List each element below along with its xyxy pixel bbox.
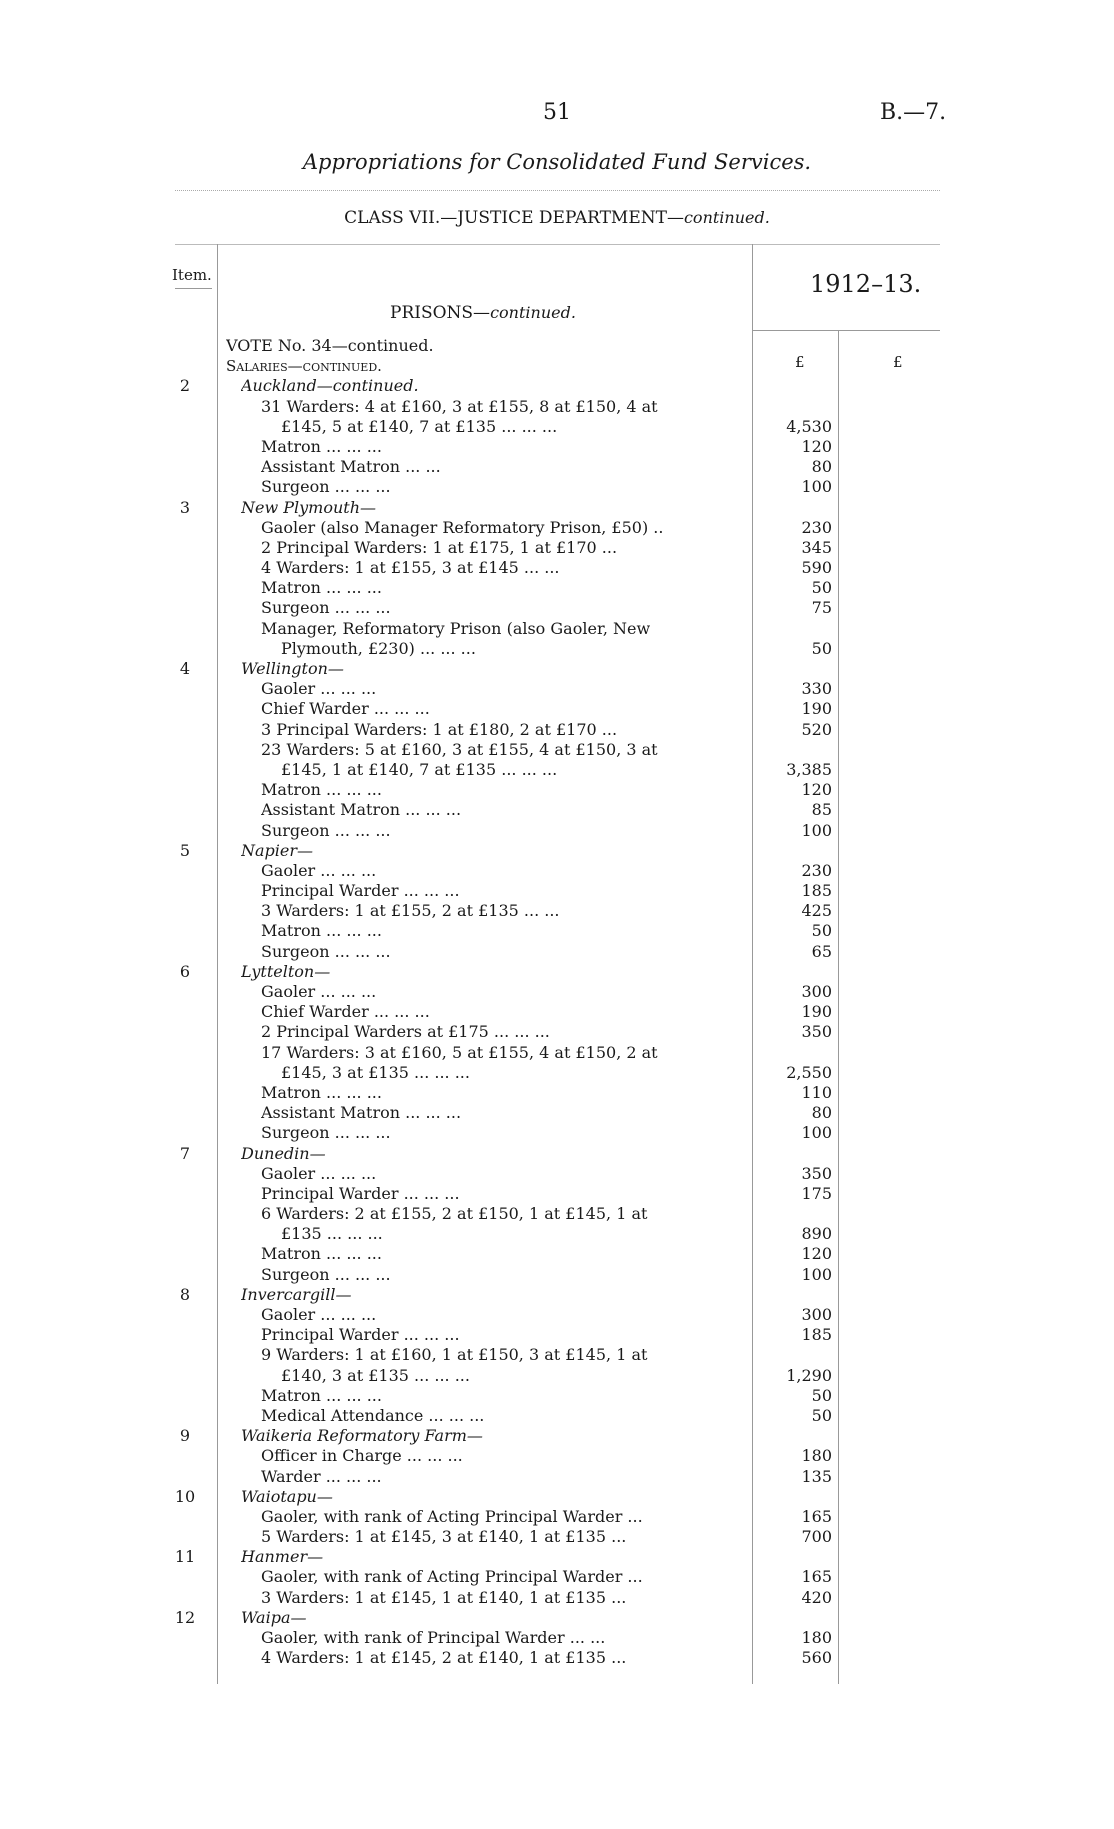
top-rule bbox=[175, 190, 940, 191]
row-amount: 80 bbox=[811, 1103, 832, 1123]
row-description: 2 Principal Warders at £175 ... ... ... bbox=[261, 1022, 550, 1042]
table-row bbox=[0, 821, 1114, 841]
table-row bbox=[0, 1487, 1114, 1507]
row-amount: 230 bbox=[801, 860, 832, 880]
table-row bbox=[0, 659, 1114, 679]
row-amount: 50 bbox=[811, 1405, 832, 1425]
row-description: 3 Principal Warders: 1 at £180, 2 at £170 ... bbox=[261, 719, 618, 739]
table-row bbox=[0, 861, 1114, 881]
table-row bbox=[0, 1002, 1114, 1022]
table-row bbox=[0, 720, 1114, 740]
table-row bbox=[0, 1628, 1114, 1648]
row-description: 4 Warders: 1 at £145, 2 at £140, 1 at £135 ... bbox=[261, 1648, 627, 1668]
row-description: Salaries—continued. bbox=[226, 357, 382, 376]
row-description: Principal Warder ... ... ... bbox=[261, 1325, 460, 1345]
row-amount: 50 bbox=[811, 578, 832, 598]
table-row bbox=[0, 1648, 1114, 1668]
table-row bbox=[0, 1467, 1114, 1487]
row-description: Hanmer— bbox=[241, 1547, 324, 1567]
row-description: Assistant Matron ... ... ... bbox=[261, 800, 462, 820]
table-row bbox=[0, 1446, 1114, 1466]
row-description: Chief Warder ... ... ... bbox=[261, 1002, 430, 1022]
table-row bbox=[0, 901, 1114, 921]
item-number: 9 bbox=[179, 1426, 191, 1446]
table-row bbox=[0, 1325, 1114, 1345]
table-row bbox=[0, 1285, 1114, 1305]
table-row bbox=[0, 962, 1114, 982]
table-row bbox=[0, 639, 1114, 659]
table-row bbox=[0, 619, 1114, 639]
class-heading bbox=[0, 208, 1114, 228]
table-row bbox=[0, 598, 1114, 618]
table-row bbox=[0, 437, 1114, 457]
row-description: 3 Warders: 1 at £155, 2 at £135 ... ... bbox=[261, 901, 560, 921]
table-row bbox=[0, 1305, 1114, 1325]
table-row bbox=[0, 1244, 1114, 1264]
row-description: Matron ... ... ... bbox=[261, 921, 382, 941]
row-amount: 300 bbox=[801, 982, 832, 1001]
table-row bbox=[0, 397, 1114, 417]
row-description: £145, 5 at £140, 7 at £135 ... ... ... bbox=[281, 416, 558, 436]
table-row bbox=[0, 477, 1114, 497]
row-amount: 190 bbox=[801, 699, 832, 719]
row-description: Waiotapu— bbox=[241, 1486, 333, 1506]
row-amount: 190 bbox=[801, 1002, 832, 1022]
table-row bbox=[0, 1608, 1114, 1628]
row-description: 6 Warders: 2 at £155, 2 at £150, 1 at £145, 1 at bbox=[261, 1204, 648, 1224]
row-amount: 420 bbox=[801, 1587, 832, 1607]
class-heading-main: CLASS VII.—JUSTICE DEPARTMENT— bbox=[344, 208, 684, 228]
row-description: £135 ... ... ... bbox=[281, 1224, 383, 1244]
class-heading-suffix: continued. bbox=[683, 208, 770, 227]
row-amount: 120 bbox=[801, 780, 832, 800]
row-description: 23 Warders: 5 at £160, 3 at £155, 4 at £150, 3 at bbox=[261, 739, 658, 759]
row-description: Surgeon ... ... ... bbox=[261, 941, 391, 961]
row-description: £145, 1 at £140, 7 at £135 ... ... ... bbox=[281, 759, 558, 779]
row-amount: 185 bbox=[801, 881, 832, 901]
item-number: 5 bbox=[179, 840, 191, 860]
table-row bbox=[0, 1063, 1114, 1083]
row-amount: 180 bbox=[801, 1628, 832, 1647]
row-amount: 890 bbox=[801, 1224, 832, 1244]
row-description: Gaoler ... ... ... bbox=[261, 982, 377, 1001]
row-description: Surgeon ... ... ... bbox=[261, 598, 391, 618]
table-row bbox=[0, 740, 1114, 760]
row-amount: 700 bbox=[801, 1527, 832, 1547]
row-description: Gaoler (also Manager Reformatory Prison, £50) .. bbox=[261, 517, 664, 537]
row-description: Matron ... ... ... bbox=[261, 578, 382, 598]
table-row bbox=[0, 1184, 1114, 1204]
row-description: Wellington— bbox=[241, 659, 344, 678]
row-amount: 50 bbox=[811, 921, 832, 941]
table-row bbox=[0, 578, 1114, 598]
row-description: VOTE No. 34—continued. bbox=[226, 336, 434, 355]
row-description: £140, 3 at £135 ... ... ... bbox=[281, 1365, 470, 1385]
row-description: 9 Warders: 1 at £160, 1 at £150, 3 at £145, 1 at bbox=[261, 1345, 648, 1365]
table-row bbox=[0, 679, 1114, 699]
row-description: Gaoler ... ... ... bbox=[261, 860, 377, 880]
row-description: New Plymouth— bbox=[241, 497, 377, 517]
row-amount: 330 bbox=[801, 679, 832, 699]
year-header-underline bbox=[752, 330, 940, 331]
table-row bbox=[0, 942, 1114, 962]
row-description: Surgeon ... ... ... bbox=[261, 1264, 391, 1284]
row-description: Gaoler, with rank of Principal Warder ... ... bbox=[261, 1628, 606, 1647]
page-title: Appropriations for Consolidated Fund Services. bbox=[302, 150, 812, 174]
row-amount: 2,550 bbox=[786, 1062, 832, 1082]
row-amount: 350 bbox=[801, 1163, 832, 1183]
row-description: Principal Warder ... ... ... bbox=[261, 881, 460, 901]
row-description: Warder ... ... ... bbox=[261, 1466, 382, 1486]
table-row bbox=[0, 1204, 1114, 1224]
currency-label-b: £ bbox=[893, 353, 903, 371]
table-row bbox=[0, 1345, 1114, 1365]
row-description: Medical Attendance ... ... ... bbox=[261, 1405, 485, 1425]
row-description: Lyttelton— bbox=[241, 961, 331, 981]
table-row bbox=[0, 1366, 1114, 1386]
row-description: Officer in Charge ... ... ... bbox=[261, 1446, 463, 1466]
table-row bbox=[0, 558, 1114, 578]
row-amount: 230 bbox=[801, 517, 832, 537]
row-amount: 590 bbox=[801, 558, 832, 578]
row-amount: 100 bbox=[801, 1264, 832, 1284]
table-row bbox=[0, 1386, 1114, 1406]
section-heading bbox=[390, 303, 576, 323]
row-description: Waikeria Reformatory Farm— bbox=[241, 1426, 483, 1446]
row-amount: 165 bbox=[801, 1506, 832, 1526]
section-heading-suffix: continued. bbox=[490, 303, 576, 322]
item-number: 12 bbox=[174, 1607, 196, 1627]
table-row bbox=[0, 760, 1114, 780]
document-reference: B.—7. bbox=[880, 100, 947, 125]
table-row bbox=[0, 457, 1114, 477]
row-amount: 165 bbox=[801, 1567, 832, 1587]
table-row bbox=[0, 921, 1114, 941]
table-row bbox=[0, 982, 1114, 1002]
row-description: 31 Warders: 4 at £160, 3 at £155, 8 at £150, 4 at bbox=[261, 396, 658, 416]
currency-label-a: £ bbox=[795, 353, 805, 371]
table-row bbox=[0, 1083, 1114, 1103]
row-description: Gaoler ... ... ... bbox=[261, 679, 377, 699]
row-amount: 180 bbox=[801, 1446, 832, 1466]
row-amount: 425 bbox=[801, 901, 832, 921]
row-description: Gaoler, with rank of Acting Principal Warder ... bbox=[261, 1567, 643, 1587]
row-description: Gaoler ... ... ... bbox=[261, 1163, 377, 1183]
row-description: Principal Warder ... ... ... bbox=[261, 1183, 460, 1203]
item-number: 2 bbox=[179, 376, 191, 396]
table-row bbox=[0, 1043, 1114, 1063]
row-description: 4 Warders: 1 at £155, 3 at £145 ... ... bbox=[261, 558, 560, 578]
row-amount: 175 bbox=[801, 1183, 832, 1203]
row-description: Gaoler, with rank of Acting Principal Warder ... bbox=[261, 1506, 643, 1526]
item-header-underline bbox=[175, 288, 212, 289]
row-description: Surgeon ... ... ... bbox=[261, 820, 391, 840]
table-row bbox=[0, 1103, 1114, 1123]
row-description: Matron ... ... ... bbox=[261, 1385, 382, 1405]
row-description: Matron ... ... ... bbox=[261, 780, 382, 800]
item-number: 7 bbox=[179, 1143, 191, 1163]
row-description: Dunedin— bbox=[241, 1143, 326, 1163]
row-description: Manager, Reformatory Prison (also Gaoler, New bbox=[261, 618, 651, 638]
row-description: 3 Warders: 1 at £145, 1 at £140, 1 at £135 ... bbox=[261, 1587, 627, 1607]
item-number: 10 bbox=[174, 1486, 196, 1506]
row-description: Assistant Matron ... ... bbox=[261, 457, 441, 477]
table-row bbox=[0, 1164, 1114, 1184]
table-row bbox=[0, 699, 1114, 719]
item-number: 8 bbox=[179, 1284, 191, 1304]
row-amount: 85 bbox=[811, 800, 832, 820]
item-number: 3 bbox=[179, 497, 191, 517]
row-amount: 50 bbox=[811, 638, 832, 658]
table-row bbox=[0, 1588, 1114, 1608]
table-row bbox=[0, 1527, 1114, 1547]
row-amount: 75 bbox=[811, 598, 832, 618]
table-row bbox=[0, 1144, 1114, 1164]
table-row bbox=[0, 1567, 1114, 1587]
row-description: Matron ... ... ... bbox=[261, 1244, 382, 1264]
row-description: Surgeon ... ... ... bbox=[261, 477, 391, 497]
row-description: Waipa— bbox=[241, 1607, 307, 1627]
row-description: Matron ... ... ... bbox=[261, 436, 382, 456]
table-row bbox=[0, 881, 1114, 901]
item-number: 11 bbox=[174, 1547, 196, 1567]
row-amount: 65 bbox=[811, 941, 832, 961]
row-amount: 560 bbox=[801, 1648, 832, 1668]
table-row bbox=[0, 538, 1114, 558]
table-row bbox=[0, 841, 1114, 861]
row-amount: 110 bbox=[801, 1082, 832, 1102]
year-column-header: 1912–13. bbox=[810, 270, 922, 298]
row-description: £145, 3 at £135 ... ... ... bbox=[281, 1062, 470, 1082]
table-top-rule bbox=[175, 244, 940, 245]
row-description: Chief Warder ... ... ... bbox=[261, 699, 430, 719]
row-amount: 345 bbox=[801, 537, 832, 557]
row-amount: 80 bbox=[811, 457, 832, 477]
row-amount: 185 bbox=[801, 1325, 832, 1345]
section-heading-main: PRISONS— bbox=[390, 303, 491, 323]
row-description: Plymouth, £230) ... ... ... bbox=[281, 638, 476, 658]
table-row bbox=[0, 1406, 1114, 1426]
appropriation-table-body bbox=[0, 336, 1114, 1668]
row-amount: 350 bbox=[801, 1022, 832, 1042]
table-row bbox=[0, 336, 1114, 356]
table-row bbox=[0, 1022, 1114, 1042]
row-amount: 100 bbox=[801, 820, 832, 840]
table-row bbox=[0, 800, 1114, 820]
table-row bbox=[0, 1547, 1114, 1567]
row-description: Surgeon ... ... ... bbox=[261, 1123, 391, 1143]
row-amount: 100 bbox=[801, 1123, 832, 1143]
table-row bbox=[0, 780, 1114, 800]
page-number: 51 bbox=[543, 100, 571, 125]
row-amount: 300 bbox=[801, 1305, 832, 1324]
row-amount: 4,530 bbox=[786, 416, 832, 436]
table-row bbox=[0, 376, 1114, 396]
table-row bbox=[0, 1123, 1114, 1143]
row-description: Assistant Matron ... ... ... bbox=[261, 1103, 462, 1123]
row-amount: 120 bbox=[801, 1244, 832, 1264]
table-row bbox=[0, 1265, 1114, 1285]
row-amount: 1,290 bbox=[786, 1365, 832, 1385]
item-column-header: Item. bbox=[172, 266, 212, 284]
row-amount: 135 bbox=[801, 1466, 832, 1486]
table-row bbox=[0, 417, 1114, 437]
table-row bbox=[0, 518, 1114, 538]
table-row bbox=[0, 356, 1114, 376]
table-row bbox=[0, 1224, 1114, 1244]
row-description: 2 Principal Warders: 1 at £175, 1 at £170 ... bbox=[261, 537, 618, 557]
row-description: Invercargill— bbox=[241, 1284, 352, 1304]
row-description: 17 Warders: 3 at £160, 5 at £155, 4 at £150, 2 at bbox=[261, 1042, 658, 1062]
row-amount: 3,385 bbox=[786, 759, 832, 779]
table-row bbox=[0, 498, 1114, 518]
row-description: Matron ... ... ... bbox=[261, 1082, 382, 1102]
row-amount: 50 bbox=[811, 1385, 832, 1405]
table-row bbox=[0, 1426, 1114, 1446]
row-amount: 100 bbox=[801, 477, 832, 497]
item-number: 6 bbox=[179, 961, 191, 981]
row-amount: 120 bbox=[801, 436, 832, 456]
row-amount: 520 bbox=[801, 719, 832, 739]
table-row bbox=[0, 1507, 1114, 1527]
row-description: Gaoler ... ... ... bbox=[261, 1305, 377, 1324]
row-description: 5 Warders: 1 at £145, 3 at £140, 1 at £135 ... bbox=[261, 1527, 627, 1547]
row-description: Napier— bbox=[241, 840, 314, 860]
row-description: Auckland—continued. bbox=[241, 376, 419, 396]
item-number: 4 bbox=[179, 659, 191, 678]
